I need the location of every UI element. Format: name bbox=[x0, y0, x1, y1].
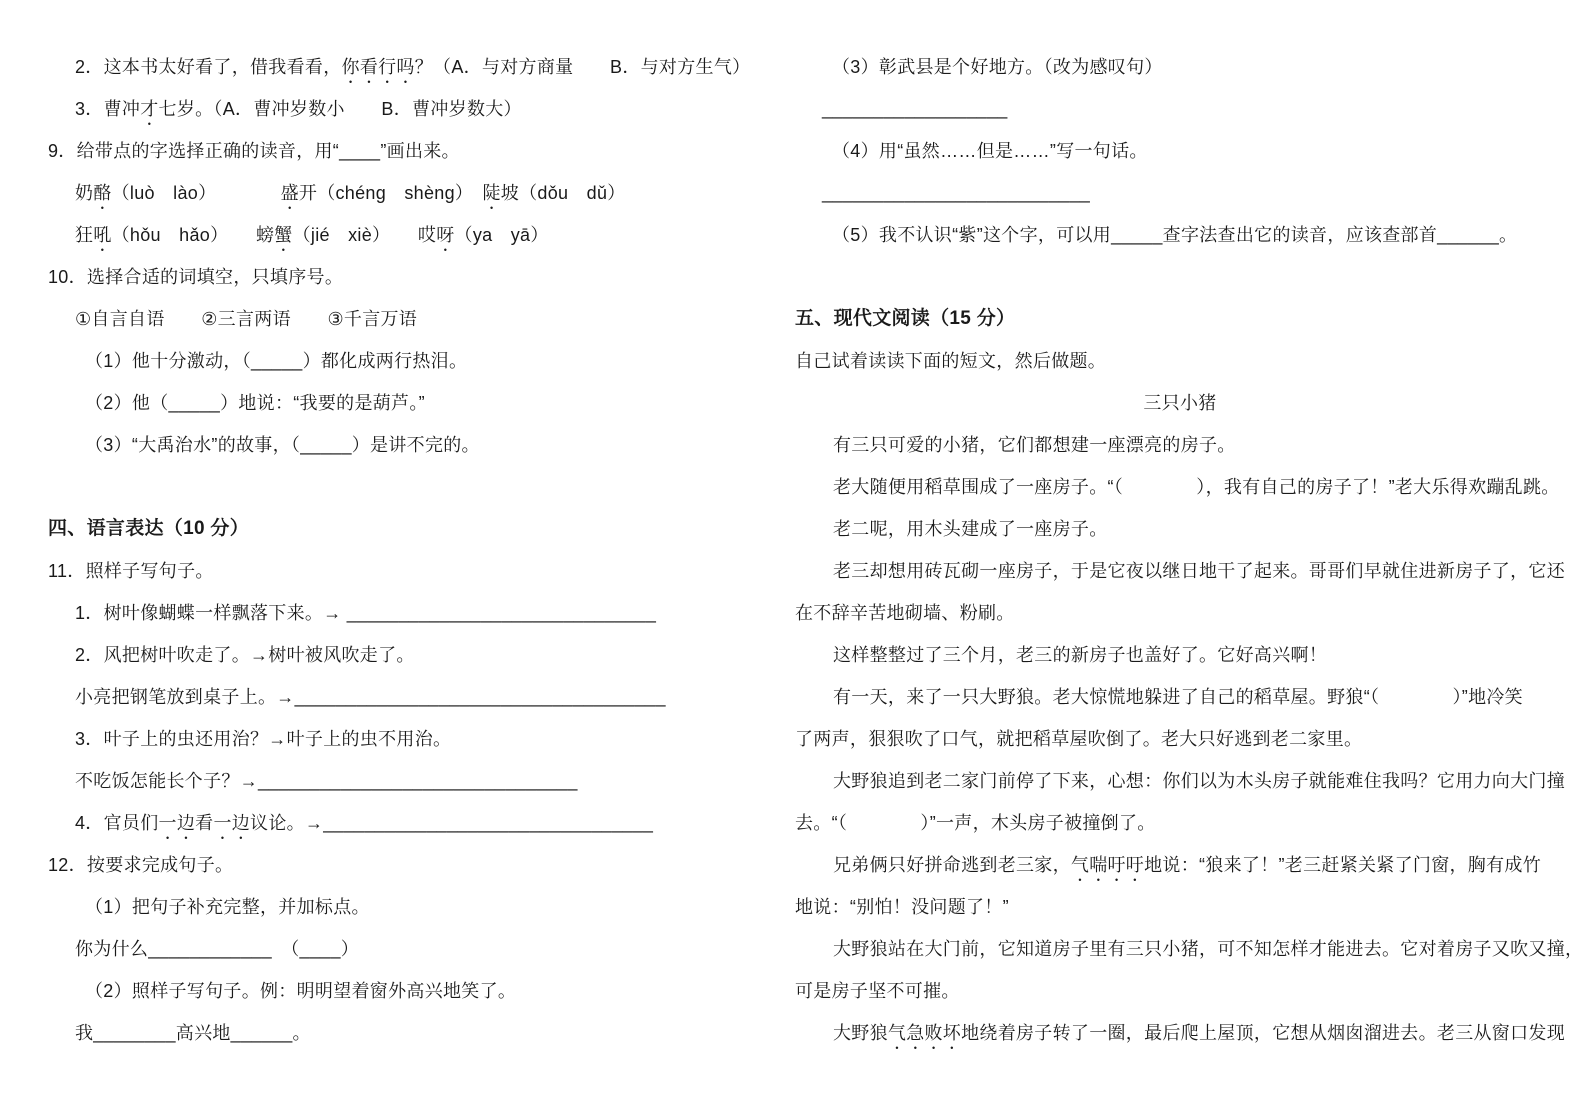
text-part: 坡（dǒu dǔ） bbox=[500, 183, 626, 203]
dotted-text: 呀 bbox=[436, 225, 455, 245]
question-3 bbox=[48, 88, 778, 130]
passage-line bbox=[795, 1012, 1565, 1054]
text-part: 大野狼 bbox=[833, 1023, 888, 1043]
passage-line: 大野狼站在大门前，它知道房子里有三只小猪，可不知怎样才能进去。它对着房子又吹又撞， bbox=[833, 939, 1583, 959]
pinyin-row-2 bbox=[48, 214, 778, 256]
passage-title: 三只小猪 bbox=[1143, 393, 1217, 413]
question-12-item-1-blank: 你为什么____________ （____） bbox=[75, 939, 360, 959]
question-12-item-2: （2）照样子写句子。例：明明望着窗外高兴地笑了。 bbox=[85, 981, 517, 1001]
dotted-text: 气喘吁吁 bbox=[1070, 855, 1145, 875]
text-part: ？（A．与对方商量 B．与对方生气） bbox=[414, 57, 751, 77]
passage-line: 去。“（ ）”一声，木头房子被撞倒了。 bbox=[795, 813, 1156, 833]
passage-line: 在不辞辛苦地砌墙、粉刷。 bbox=[795, 603, 1015, 623]
text-part: （jié xiè） 哎 bbox=[292, 225, 437, 245]
dotted-text: 酪 bbox=[93, 183, 112, 203]
passage-line: 老三却想用砖瓦砌一座房子，于是它夜以继日地干了起来。哥哥们早就住进新房子了，它还 bbox=[833, 561, 1565, 581]
question-11-item-2: 2．风把树叶吹走了。→树叶被风吹走了。 bbox=[75, 645, 415, 665]
text-part: 开（chéng shèng） bbox=[298, 183, 483, 203]
section-4-heading: 四、语言表达（10 分） bbox=[48, 518, 250, 539]
question-12-item-1: （1）把句子补充完整，并加标点。 bbox=[85, 897, 370, 917]
question-11-item-4 bbox=[48, 802, 778, 844]
answer-blank-line: __________________________ bbox=[822, 183, 1091, 203]
question-10-item-2: （2）他（_____）地说：“我要的是葫芦。” bbox=[85, 393, 425, 413]
dotted-text: 你看行吗 bbox=[341, 57, 415, 77]
dotted-text: 才 bbox=[140, 99, 159, 119]
question-11-item-3-blank: 不吃饭怎能长个子？→_______________________________ bbox=[75, 771, 578, 791]
dotted-text: 陡 bbox=[482, 183, 501, 203]
passage-line: 大野狼追到老二家门前停了下来，心想：你们以为木头房子就能难住我吗？它用力向大门撞 bbox=[833, 771, 1565, 791]
answer-blank-line: ________________________________ bbox=[323, 813, 654, 833]
dotted-text: 盛 bbox=[280, 183, 299, 203]
left-column bbox=[48, 46, 778, 1054]
section-5-heading: 五、现代文阅读（15 分） bbox=[795, 308, 1016, 329]
answer-blank-line: __________________ bbox=[822, 99, 1008, 119]
text-part: 议论。→ bbox=[250, 813, 324, 833]
question-11-item-2-blank: 小亮把钢笔放到桌子上。→____________________________________ bbox=[75, 687, 666, 707]
text-part: 奶 bbox=[75, 183, 94, 203]
question-12-item-2-blank: 我________高兴地______。 bbox=[75, 1023, 311, 1043]
question-2 bbox=[48, 46, 778, 88]
text-part: 七岁。（A．曹冲岁数小 B．曹冲岁数大） bbox=[158, 99, 522, 119]
pinyin-row-1 bbox=[48, 172, 778, 214]
question-11-item-3: 3．叶子上的虫还用治？→叶子上的虫不用治。 bbox=[75, 729, 452, 749]
dotted-text: 吼 bbox=[93, 225, 112, 245]
passage-line bbox=[795, 844, 1565, 886]
question-10-options: ①自言自语 ②三言两语 ③千言万语 bbox=[75, 309, 418, 329]
right-column bbox=[795, 46, 1583, 1054]
text-part: 2．这本书太好看了，借我看看， bbox=[75, 57, 342, 77]
text-part: 狂 bbox=[75, 225, 94, 245]
text-part: 地说：“狼来了！”老三赶紧关紧了门窗，胸有成竹 bbox=[1144, 855, 1541, 875]
question-11-stem: 11．照样子写句子。 bbox=[48, 561, 214, 581]
passage-line: 可是房子坚不可摧。 bbox=[795, 981, 960, 1001]
text-part: 地绕着房子转了一圈，最后爬上屋顶，它想从烟囱溜进去。老三从窗口发现 bbox=[961, 1023, 1566, 1043]
text-part: （hǒu hǎo） 螃 bbox=[111, 225, 275, 245]
question-12-item-3: （3）彰武县是个好地方。（改为感叹句） bbox=[832, 57, 1163, 77]
passage-line: 老二呢，用木头建成了一座房子。 bbox=[833, 519, 1108, 539]
question-11-item-1: 1．树叶像蝴蝶一样飘落下来。→ ______________________________ bbox=[75, 603, 657, 623]
question-9-stem: 9．给带点的字选择正确的读音，用“____”画出来。 bbox=[48, 141, 460, 161]
text-part: 兄弟俩只好拼命逃到老三家， bbox=[833, 855, 1071, 875]
passage-line: 这样整整过了三个月，老三的新房子也盖好了。它好高兴啊！ bbox=[833, 645, 1328, 665]
text-part: 看 bbox=[195, 813, 214, 833]
dotted-text: 蟹 bbox=[274, 225, 293, 245]
question-10-item-3: （3）“大禹治水”的故事，（_____）是讲不完的。 bbox=[85, 435, 480, 455]
text-part: 4．官员们 bbox=[75, 813, 159, 833]
passage-line: 有三只可爱的小猪，它们都想建一座漂亮的房子。 bbox=[833, 435, 1236, 455]
passage-line: 老大随便用稻草围成了一座房子。“（ ），我有自己的房子了！”老大乐得欢蹦乱跳。 bbox=[833, 477, 1560, 497]
passage-line: 地说：“别怕！没问题了！” bbox=[795, 897, 1009, 917]
text-part: （luò lào） bbox=[111, 183, 281, 203]
dotted-text: 一边 bbox=[213, 813, 251, 833]
question-10-stem: 10．选择合适的词填空，只填序号。 bbox=[48, 267, 344, 287]
passage-line: 了两声，狠狠吹了口气，就把稻草屋吹倒了。老大只好逃到老二家里。 bbox=[795, 729, 1363, 749]
passage-line: 有一天，来了一只大野狼。老大惊慌地躲进了自己的稻草屋。野狼“（ ）”地冷笑 bbox=[833, 687, 1523, 707]
question-10-item-1: （1）他十分激动，（_____）都化成两行热泪。 bbox=[85, 351, 468, 371]
dotted-text: 气急败坏 bbox=[887, 1023, 962, 1043]
question-12-stem: 12．按要求完成句子。 bbox=[48, 855, 234, 875]
dotted-text: 一边 bbox=[158, 813, 196, 833]
text-part: （ya yā） bbox=[454, 225, 549, 245]
question-12-item-4: （4）用“虽然……但是……”写一句话。 bbox=[832, 141, 1148, 161]
reading-intro: 自己试着读读下面的短文，然后做题。 bbox=[795, 351, 1107, 371]
text-part: 3．曹冲 bbox=[75, 99, 141, 119]
question-12-item-5: （5）我不认识“紫”这个字，可以用_____查字法查出它的读音，应该查部首______。 bbox=[832, 225, 1518, 245]
